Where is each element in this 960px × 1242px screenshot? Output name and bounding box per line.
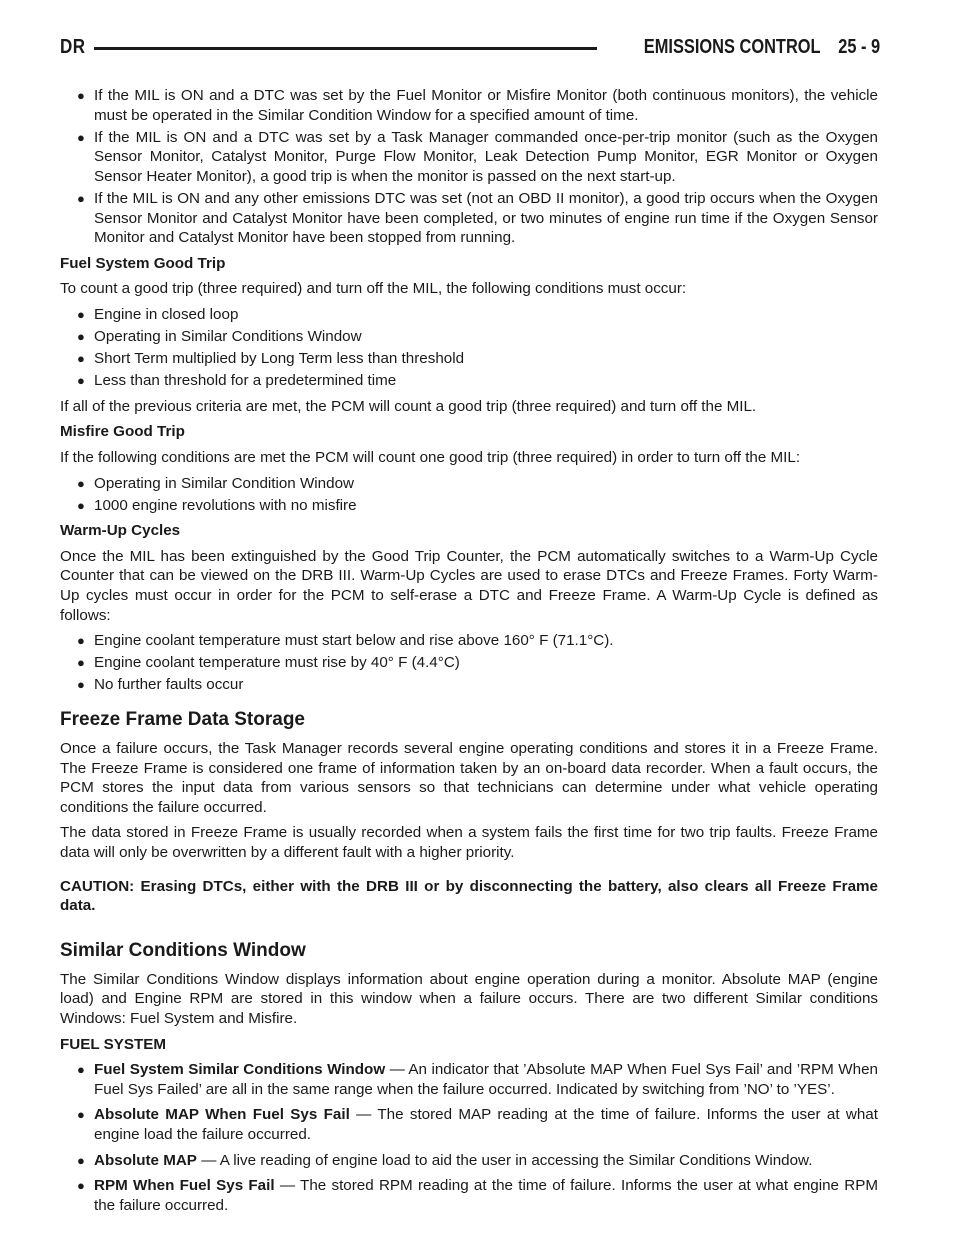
bullet-icon: ●	[77, 677, 85, 693]
fuel-good-trip-intro: To count a good trip (three required) and turn off the MIL, the following conditions must occur:	[60, 280, 687, 298]
list-item: ● If the MIL is ON and any other emissions DTC was set (not an OBD II monitor), a good trip occurs when the Oxygen Sensor Monitor and Catalyst Monitor have been completed, or two minutes of engine run time if the Oxygen Sensor Monitor and Catalyst Monitor have been stopped from running.	[77, 189, 878, 247]
top-bullet-list	[60, 86, 878, 248]
bullet-icon: ●	[77, 475, 85, 491]
list-item	[60, 1105, 878, 1144]
similar-conditions-heading: Similar Conditions Window	[60, 939, 306, 961]
list-item: ● 1000 engine revolutions with no misfire	[77, 496, 357, 514]
header-page-number: 25 - 9	[838, 36, 880, 59]
warmup-list	[60, 631, 878, 695]
bullet-icon: ●	[77, 351, 85, 367]
header-rule	[94, 47, 597, 50]
bullet-icon: ●	[77, 88, 85, 103]
page-header	[60, 36, 880, 60]
misfire-good-trip-list	[60, 474, 878, 516]
freeze-frame-paragraph-2: The data stored in Freeze Frame is usually recorded when a system fails the first time for two trip faults. Freeze Frame data will only be overwritten by a different fault with a higher priority.	[60, 824, 878, 861]
fuel-system-subheading: FUEL SYSTEM	[60, 1035, 167, 1053]
similar-conditions-paragraph: The Similar Conditions Window displays information about engine operation during a monitor. Absolute MAP (engine load) and Engine RPM are stored in this window when a failure occurs. There are two different Similar conditions Windows: Fuel System and Misfire.	[60, 970, 878, 1027]
term-description: — An indicator that ’Absolute MAP When Fuel Sys Fail’ and ’RPM When Fuel Sys Failed’ are all in the same range when the failure occurred. Indicated by switching from ’NO’ to ’YES’.	[94, 1061, 878, 1098]
bullet-icon: ●	[77, 655, 85, 671]
fuel-system-list	[60, 1060, 878, 1215]
header-title: EMISSIONS CONTROL	[644, 36, 821, 59]
list-item: ● No further faults occur	[77, 676, 244, 694]
list-item	[60, 1151, 878, 1171]
header-section-code: DR	[60, 36, 86, 59]
bullet-icon: ●	[77, 190, 85, 206]
bullet-icon: ●	[77, 1152, 85, 1168]
term-label: Fuel System Similar Conditions Window	[94, 1061, 386, 1079]
term-label: Absolute MAP	[94, 1151, 197, 1169]
bullet-icon: ●	[77, 1107, 85, 1123]
bullet-icon: ●	[77, 497, 85, 513]
bullet-icon: ●	[77, 306, 85, 322]
term-label: Absolute MAP When Fuel Sys Fail	[94, 1106, 350, 1124]
fuel-good-trip-heading: Fuel System Good Trip	[60, 254, 226, 272]
list-item: ● Short Term multiplied by Long Term less than threshold	[77, 350, 465, 368]
term-label: RPM When Fuel Sys Fail	[94, 1177, 275, 1195]
fuel-good-trip-list	[60, 305, 878, 391]
freeze-frame-heading: Freeze Frame Data Storage	[60, 709, 305, 731]
bullet-icon: ●	[77, 1062, 85, 1078]
term-description: — The stored RPM reading at the time of failure. Informs the user at what engine RPM the failure occurred.	[94, 1177, 878, 1214]
page-content	[60, 86, 878, 1221]
warmup-heading: Warm-Up Cycles	[60, 522, 181, 540]
list-item	[60, 1060, 878, 1099]
caution-note: CAUTION: Erasing DTCs, either with the DRB III or by disconnecting the battery, also clears all Freeze Frame data.	[60, 877, 878, 915]
warmup-intro: Once the MIL has been extinguished by the Good Trip Counter, the PCM automatically switches to a Warm-Up Cycle Counter that can be viewed on the DRB III. Warm-Up Cycles are used to erase DTCs and Freeze Frames. Forty Warm-Up cycles must occur in order for the PCM to self-erase a DTC and Freeze Frame. A Warm-Up Cycle is defined as follows:	[60, 547, 878, 624]
list-item: ● Engine coolant temperature must rise by 40° F (4.4°C)	[77, 654, 460, 672]
bullet-icon: ●	[77, 129, 85, 145]
bullet-icon: ●	[77, 373, 85, 389]
list-item: ● If the MIL is ON and a DTC was set by a Task Manager commanded once-per-trip monitor (such as the Oxygen Sensor Monitor, Catalyst Monitor, Purge Flow Monitor, Leak Detection Pump Monitor, EGR Monitor or Oxygen Sensor Heater Monitor), a good trip is when the monitor is passed on the next start-up.	[77, 128, 878, 185]
list-item: ● Operating in Similar Conditions Window	[77, 328, 362, 346]
list-item	[60, 1176, 878, 1215]
list-item: ● Engine in closed loop	[77, 305, 239, 323]
term-description: — The stored MAP reading at the time of failure. Informs the user at what engine load the failure occurred.	[94, 1106, 878, 1143]
bullet-icon: ●	[77, 1178, 85, 1194]
term-description: — A live reading of engine load to aid the user in accessing the Similar Conditions Window.	[201, 1151, 813, 1169]
bullet-icon: ●	[77, 633, 85, 649]
list-item: ● Engine coolant temperature must start below and rise above 160° F (71.1°C).	[77, 632, 614, 650]
misfire-good-trip-heading: Misfire Good Trip	[60, 423, 185, 441]
list-item: ● Operating in Similar Condition Window	[77, 474, 354, 492]
list-item: ● If the MIL is ON and a DTC was set by the Fuel Monitor or Misfire Monitor (both continuous monitors), the vehicle must be operated in the Similar Condition Window for a specified amount of time.	[77, 87, 878, 124]
list-item: ● Less than threshold for a predetermined time	[77, 372, 397, 390]
fuel-good-trip-outro: If all of the previous criteria are met, the PCM will count a good trip (three required) and turn off the MIL.	[60, 397, 757, 415]
misfire-good-trip-intro: If the following conditions are met the PCM will count one good trip (three required) in order to turn off the MIL:	[60, 449, 801, 466]
bullet-icon: ●	[77, 329, 85, 345]
freeze-frame-paragraph-1: Once a failure occurs, the Task Manager records several engine operating conditions and stores it in a Freeze Frame. The Freeze Frame is considered one frame of information taken by an on-board data recorder. When a fault occurs, the PCM stores the input data from various sensors so that technicians can determine under what vehicle operating conditions the failure occurred.	[60, 740, 878, 816]
